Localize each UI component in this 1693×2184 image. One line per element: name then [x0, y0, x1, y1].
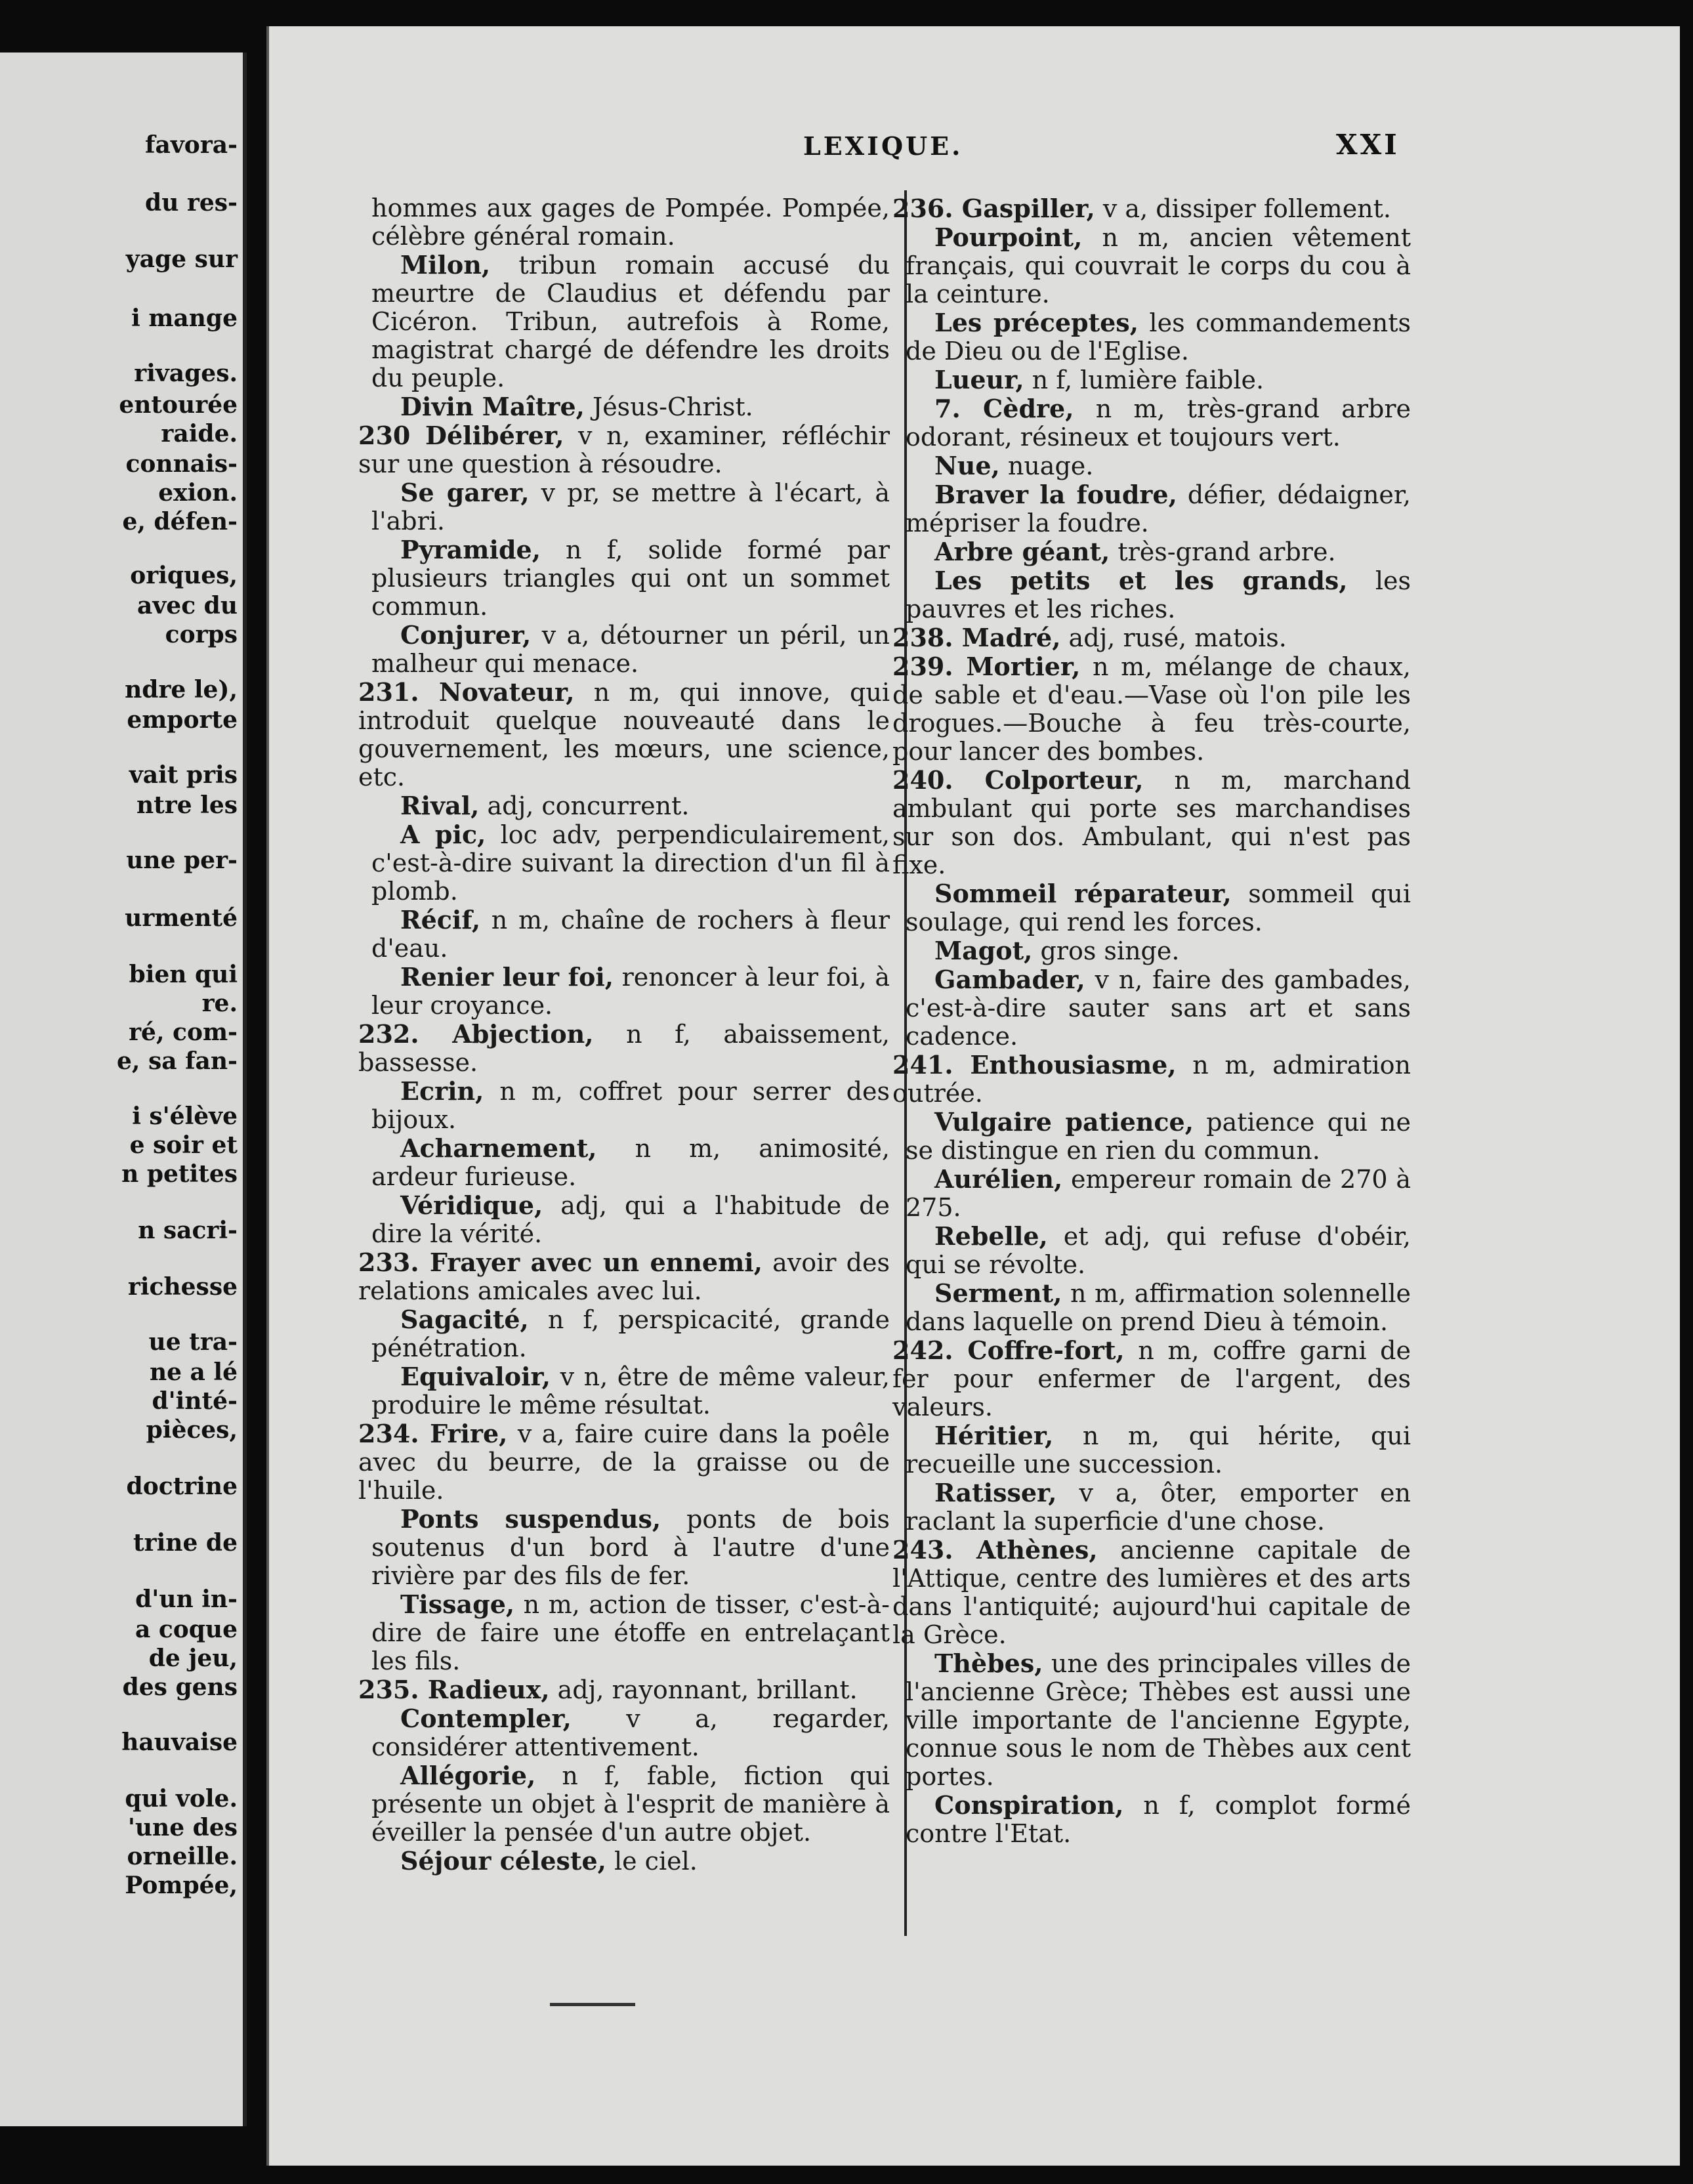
facing-page-text-fragment: e soir et	[129, 1131, 238, 1159]
lexicon-entry	[906, 452, 1411, 480]
book-gutter	[247, 39, 266, 2152]
lexicon-entry	[906, 223, 1411, 308]
lexicon-entry	[371, 906, 890, 963]
entry-definition: adj, qui a l'habitude de dire la vérité.	[371, 1191, 890, 1248]
entry-definition: empereur romain de 270 à 275.	[906, 1165, 1411, 1222]
entry-definition: n m, ancien vêtement français, qui couvrait le corps du cou à la ceinture.	[906, 223, 1411, 308]
entry-definition: défier, dédaigner, mépriser la foudre.	[906, 480, 1411, 537]
entry-headword: Conjurer,	[400, 620, 532, 650]
facing-page-text-fragment: hauvaise	[121, 1729, 238, 1756]
entry-headword: 239. Mortier,	[892, 652, 1081, 681]
lexicon-entry	[371, 1362, 890, 1419]
facing-page-text-fragment: corps	[165, 621, 238, 648]
entry-headword: Sagacité,	[400, 1305, 529, 1334]
lexicon-entry	[358, 1020, 890, 1077]
entry-definition: v a, ôter, emporter en raclant la superficie d'une chose.	[906, 1479, 1411, 1536]
lexicon-entry	[906, 1165, 1411, 1222]
facing-page-text-fragment: rivages.	[134, 360, 238, 387]
entry-definition: n f, lumière faible.	[1024, 366, 1265, 394]
facing-page-text-fragment: une per-	[126, 847, 238, 874]
entry-definition: le ciel.	[606, 1847, 698, 1876]
entry-definition: n m, qui innove, qui introduit quelque nouveauté dans le gouvernement, les mœurs, une science, etc.	[358, 678, 890, 791]
left-column	[358, 194, 890, 1876]
facing-page-text-fragment: exion.	[158, 479, 238, 507]
lexicon-entry	[371, 1761, 890, 1847]
lexicon-entry	[906, 308, 1411, 366]
lexicon-entry	[358, 1419, 890, 1505]
facing-page-text-fragment: e, sa fan-	[116, 1047, 238, 1075]
entry-definition: v n, être de même valeur, produire le même résultat.	[371, 1362, 890, 1419]
entry-headword: 243. Athènes,	[892, 1535, 1098, 1564]
entry-headword: Séjour céleste,	[400, 1846, 606, 1876]
entry-definition: v a, regarder, considérer attentivement.	[371, 1704, 890, 1761]
entry-headword: Aurélien,	[934, 1164, 1063, 1194]
facing-page-text-fragment: entourée	[119, 391, 238, 419]
facing-page-text-fragment: ntre les	[136, 791, 238, 819]
facing-page-text-fragment: doctrine	[126, 1473, 238, 1500]
entry-definition: n m, affirmation solennelle dans laquelle on prend Dieu à témoin.	[906, 1279, 1411, 1336]
entry-definition: adj, rayonnant, brillant.	[549, 1675, 858, 1704]
facing-page-text-fragment: du res-	[145, 189, 238, 217]
facing-page-text-fragment: bien qui	[129, 961, 238, 988]
entry-definition: v a, dissiper follement.	[1095, 194, 1392, 223]
entry-headword: Pyramide,	[400, 535, 541, 564]
lexicon-entry	[906, 1108, 1411, 1165]
facing-page-text-fragment: richesse	[127, 1273, 238, 1301]
entry-headword: Lueur,	[934, 365, 1024, 394]
facing-page-text-fragment: yage sur	[125, 245, 238, 273]
lexicon-entry	[371, 1305, 890, 1362]
facing-page-text-fragment: vait pris	[129, 761, 238, 789]
entry-definition: sommeil qui soulage, qui rend les forces.	[906, 879, 1411, 936]
facing-page-text-fragment: trine de	[133, 1529, 238, 1557]
lexicon-entry	[371, 820, 890, 906]
entry-headword: A pic,	[400, 820, 486, 849]
facing-page-fragment	[0, 52, 247, 2126]
entry-definition: les pauvres et les riches.	[906, 566, 1411, 623]
entry-definition: nuage.	[999, 452, 1094, 480]
entry-headword: Les petits et les grands,	[934, 566, 1348, 595]
lexicon-entry	[892, 1051, 1411, 1108]
lexicon-entry	[371, 392, 890, 421]
facing-page-text-fragment: n sacri-	[138, 1217, 238, 1244]
entry-definition: patience qui ne se distingue en rien du commun.	[906, 1108, 1411, 1165]
running-head-title: LEXIQUE.	[803, 131, 963, 161]
entry-headword: Véridique,	[400, 1190, 543, 1220]
facing-page-text-fragment: n petites	[121, 1160, 238, 1188]
entry-headword: Serment,	[934, 1278, 1062, 1308]
entry-definition: n m, action de tisser, c'est-à-dire de faire une étoffe en entrelaçant les fils.	[371, 1590, 890, 1675]
lexicon-entry	[906, 1479, 1411, 1536]
lexicon-entry	[906, 1649, 1411, 1791]
lexicon-entry	[371, 791, 890, 820]
facing-page-text-fragment: oriques,	[130, 562, 238, 589]
entry-headword: Contempler,	[400, 1704, 572, 1733]
entry-definition: n m, chaîne de rochers à fleur d'eau.	[371, 906, 890, 963]
entry-headword: Divin Maître,	[400, 392, 585, 421]
entry-headword: Rebelle,	[934, 1221, 1048, 1251]
facing-page-text-fragment: emporte	[127, 706, 238, 734]
lexicon-entry	[358, 678, 890, 791]
facing-page-text-fragment: connais-	[125, 450, 238, 478]
lexicon-entry	[371, 251, 890, 392]
entry-headword: Se garer,	[400, 478, 530, 507]
entry-headword: Ecrin,	[400, 1076, 484, 1106]
entry-headword: 240. Colporteur,	[892, 765, 1144, 795]
facing-page-text-fragment: a coque	[135, 1616, 238, 1643]
entry-definition: n f, abaissement, bassesse.	[358, 1020, 890, 1077]
entry-definition: gros singe.	[1032, 936, 1180, 965]
entry-definition: renoncer à leur foi, à leur croyance.	[371, 963, 890, 1020]
lexicon-entry	[371, 1590, 890, 1675]
page-number: XXI	[1336, 129, 1400, 161]
entry-definition: v n, examiner, réfléchir sur une question à résoudre.	[358, 421, 890, 478]
entry-definition: v pr, se mettre à l'écart, à l'abri.	[371, 478, 890, 536]
facing-page-text-fragment: e, défen-	[122, 508, 238, 536]
entry-headword: 236. Gaspiller,	[892, 194, 1095, 223]
facing-page-text-fragment: raide.	[161, 420, 238, 448]
entry-definition: n f, fable, fiction qui présente un objet à l'esprit de manière à éveiller la pensée d'un autre objet.	[371, 1761, 890, 1847]
lexicon-entry	[371, 194, 890, 251]
lexicon-entry	[892, 766, 1411, 879]
entry-definition: adj, rusé, matois.	[1060, 623, 1287, 652]
lexicon-entry	[906, 366, 1411, 394]
lexicon-entry	[906, 1421, 1411, 1479]
entry-headword: 7. Cèdre,	[934, 394, 1074, 423]
facing-page-text-fragment: orneille.	[127, 1843, 238, 1870]
facing-page-text-fragment: de jeu,	[148, 1645, 238, 1672]
entry-headword: 242. Coffre-fort,	[892, 1335, 1125, 1365]
entry-headword: Nue,	[934, 451, 1000, 480]
lexicon-entry	[371, 963, 890, 1020]
entry-definition: loc adv, perpendiculairement, c'est-à-dire suivant la direction d'un fil à plomb.	[371, 820, 890, 906]
lexicon-entry	[371, 536, 890, 621]
entry-headword: 231. Novateur,	[358, 677, 575, 707]
entry-headword: Braver la foudre,	[934, 480, 1177, 509]
right-column	[892, 194, 1411, 1848]
lexicon-entry	[358, 1248, 890, 1305]
entry-definition: n m, très-grand arbre odorant, résineux et toujours vert.	[906, 394, 1411, 452]
entry-headword: Conspiration,	[934, 1790, 1124, 1820]
facing-page-text-fragment: 'une des	[127, 1814, 238, 1841]
entry-definition: n m, admiration outrée.	[892, 1051, 1411, 1108]
entry-headword: Rival,	[400, 791, 480, 820]
entry-definition: n f, perspicacité, grande pénétration.	[371, 1305, 890, 1362]
entry-definition: n m, marchand ambulant qui porte ses marchandises sur son dos. Ambulant, qui n'est pas fixe.	[892, 766, 1411, 879]
lexicon-entry	[371, 1847, 890, 1876]
entry-definition: n f, complot formé contre l'Etat.	[906, 1791, 1411, 1848]
entry-headword: Héritier,	[934, 1421, 1054, 1450]
entry-definition: v a, détourner un péril, un malheur qui menace.	[371, 621, 890, 678]
facing-page-text-fragment: i mange	[131, 304, 238, 332]
entry-headword: Vulgaire patience,	[934, 1107, 1194, 1137]
lexicon-entry	[371, 621, 890, 678]
entry-definition: très-grand arbre.	[1110, 537, 1336, 566]
entry-headword: Pourpoint,	[934, 222, 1083, 252]
facing-page-text-fragment: re.	[201, 990, 238, 1017]
entry-headword: Ponts suspendus,	[400, 1504, 661, 1534]
entry-headword: 234. Frire,	[358, 1419, 508, 1448]
entry-headword: Récif,	[400, 905, 481, 934]
facing-page-text-fragment: i s'élève	[132, 1102, 238, 1130]
lexicon-entry	[892, 194, 1411, 223]
entry-definition: n m, coffret pour serrer des bijoux.	[371, 1077, 890, 1134]
lexicon-entry	[906, 879, 1411, 936]
lexicon-entry	[892, 652, 1411, 766]
facing-page-text-fragment: ne a lé	[149, 1358, 238, 1386]
lexicon-entry	[371, 478, 890, 536]
lexicon-entry	[906, 1279, 1411, 1336]
entry-definition: n m, coffre garni de fer pour enfermer de l'argent, des valeurs.	[892, 1336, 1411, 1421]
lexicon-entry	[906, 480, 1411, 537]
entry-headword: 235. Radieux,	[358, 1675, 550, 1704]
entry-definition: avoir des relations amicales avec lui.	[358, 1248, 890, 1305]
entry-headword: Gambader,	[934, 965, 1085, 994]
entry-definition: adj, concurrent.	[479, 791, 690, 820]
entry-definition: n m, animosité, ardeur furieuse.	[371, 1134, 890, 1191]
lexicon-entry	[358, 421, 890, 478]
entry-definition: ancienne capitale de l'Attique, centre des lumières et des arts dans l'antiquité; aujourd'hui capitale de la Grèce.	[892, 1536, 1411, 1649]
entry-definition: Jésus-Christ.	[584, 392, 753, 421]
lexicon-entry	[892, 1336, 1411, 1421]
entry-definition: les commandements de Dieu ou de l'Eglise.	[906, 308, 1411, 366]
entry-headword: Sommeil réparateur,	[934, 879, 1232, 908]
entry-headword: Les préceptes,	[934, 308, 1139, 337]
entry-headword: 233. Frayer avec un ennemi,	[358, 1248, 763, 1277]
entry-definition: v n, faire des gambades, c'est-à-dire sauter sans art et sans cadence.	[906, 965, 1411, 1051]
entry-definition: une des principales villes de l'ancienne Grèce; Thèbes est aussi une ville importante de l'ancienne Egypte, connue sous le nom de Thèbes aux cent portes.	[906, 1649, 1411, 1791]
entry-headword: Renier leur foi,	[400, 962, 614, 992]
entry-definition: n f, solide formé par plusieurs triangles qui ont un sommet commun.	[371, 536, 890, 621]
facing-page-text-fragment: avec du	[137, 592, 238, 620]
entry-headword: 241. Enthousiasme,	[892, 1050, 1177, 1080]
facing-page-text-fragment: d'inté-	[152, 1387, 238, 1415]
lexicon-entry	[906, 936, 1411, 965]
lexicon-entry	[906, 1222, 1411, 1279]
entry-headword: Thèbes,	[934, 1648, 1043, 1678]
footer-ornament	[550, 2003, 635, 2006]
entry-headword: Ratisser,	[934, 1478, 1057, 1507]
entry-definition: ponts de bois soutenus d'un bord à l'autre d'une rivière par des fils de fer.	[371, 1505, 890, 1590]
entry-headword: Equivaloir,	[400, 1362, 551, 1391]
entry-definition: et adj, qui refuse d'obéir, qui se révolte.	[906, 1222, 1411, 1279]
lexicon-entry	[358, 1675, 890, 1704]
entry-headword: Acharnement,	[400, 1133, 597, 1163]
facing-page-text-fragment: favora-	[145, 131, 238, 159]
lexicon-entry	[892, 623, 1411, 652]
facing-page-text-fragment: ue tra-	[148, 1328, 238, 1356]
facing-page-text-fragment: d'un in-	[135, 1586, 238, 1613]
facing-page-text-fragment: urmenté	[125, 904, 238, 932]
lexicon-entry	[371, 1191, 890, 1248]
entry-definition: n m, qui hérite, qui recueille une succession.	[906, 1421, 1411, 1479]
entry-headword: 230 Délibérer,	[358, 421, 564, 450]
lexicon-entry	[906, 1791, 1411, 1848]
lexicon-entry	[906, 394, 1411, 452]
lexicon-entry	[371, 1704, 890, 1761]
entry-headword: 238. Madré,	[892, 623, 1061, 652]
entry-definition: tribun romain accusé du meurtre de Claudius et défendu par Cicéron. Tribun, autrefois à Rome, magistrat chargé de défendre les droits du peuple.	[371, 251, 890, 392]
lexicon-entry	[906, 566, 1411, 623]
entry-headword: 232. Abjection,	[358, 1019, 594, 1049]
facing-page-text-fragment: ndre le),	[125, 676, 238, 704]
facing-page-text-fragment: qui vole.	[125, 1785, 238, 1813]
lexicon-entry	[906, 537, 1411, 566]
entry-definition: hommes aux gages de Pompée. Pompée, célèbre général romain.	[371, 194, 890, 251]
facing-page-text-fragment: ré, com-	[129, 1018, 238, 1046]
entry-headword: Milon,	[400, 250, 491, 280]
entry-definition: v a, faire cuire dans la poêle avec du beurre, de la graisse ou de l'huile.	[358, 1419, 890, 1505]
facing-page-text-fragment: Pompée,	[125, 1872, 238, 1899]
lexicon-entry	[371, 1134, 890, 1191]
entry-headword: Arbre géant,	[934, 537, 1110, 566]
entry-headword: Magot,	[934, 936, 1033, 965]
facing-page-text-fragment: pièces,	[146, 1416, 238, 1444]
lexicon-entry	[371, 1505, 890, 1590]
lexicon-entry	[371, 1077, 890, 1134]
lexicon-entry	[906, 965, 1411, 1051]
entry-headword: Tissage,	[400, 1589, 515, 1619]
lexicon-entry	[892, 1536, 1411, 1649]
entry-definition: n m, mélange de chaux, de sable et d'eau.—Vase où l'on pile les drogues.—Bouche à feu très-courte, pour lancer des bombes.	[892, 652, 1411, 766]
entry-headword: Allégorie,	[400, 1761, 536, 1790]
facing-page-text-fragment: des gens	[122, 1673, 238, 1701]
